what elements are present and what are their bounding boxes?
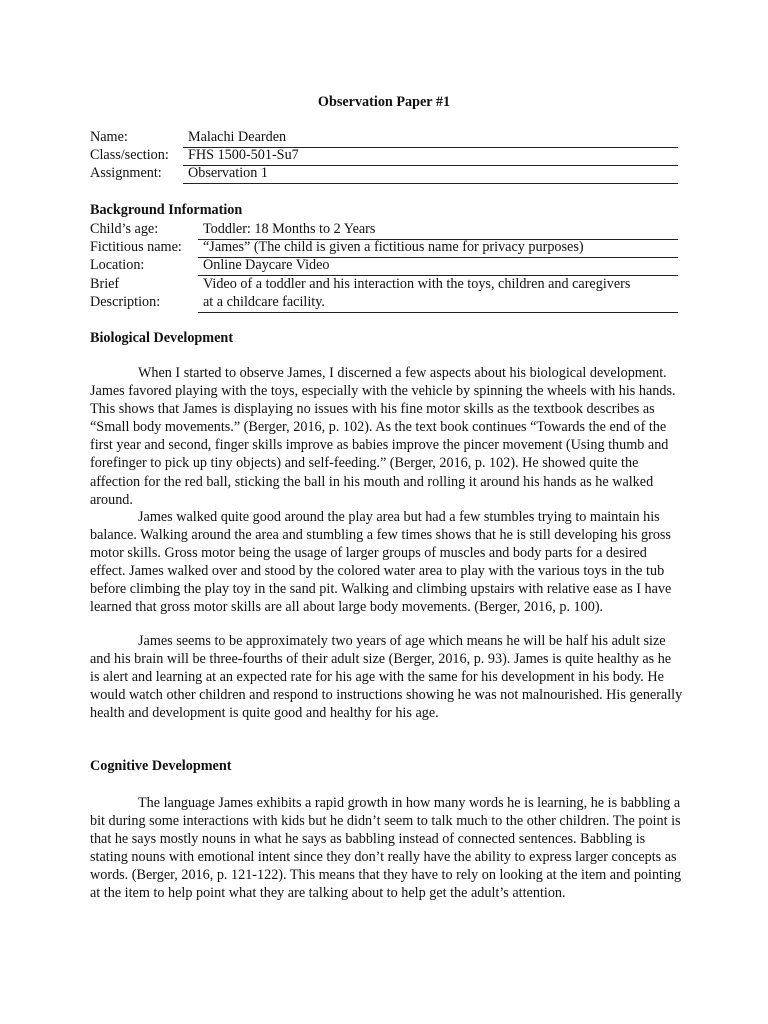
biological-heading: Biological Development xyxy=(90,330,234,346)
field-class-row xyxy=(0,146,768,164)
field-value-brief-1: Video of a toddler and his interaction with the toys, children and caregivers xyxy=(203,276,631,292)
page-title: Observation Paper #1 xyxy=(317,94,451,110)
field-age-row xyxy=(0,220,768,238)
biological-paragraph-2: James walked quite good around the play area but had a few stumbles trying to maintain his balance. Walking around the area and stumbling a few times shows that he is still developing his gross motor skills. Gross motor being the usage of larger groups of muscles and body parts for a desired effect. James walked over and stood by the colored water area to play with the various toys in the tub before climbing the play toy in the sand pit. Walking and climbing upstairs with relative ease as I have learned that gross motor skills are all about large body movements. (Berger, 2016, p. 100). xyxy=(90,509,672,616)
field-value-fictitious: “James” (The child is given a fictitious name for privacy purposes) xyxy=(203,239,584,255)
field-value-name: Malachi Dearden xyxy=(188,129,287,145)
field-name-row xyxy=(0,128,768,146)
field-assignment-row xyxy=(0,164,768,182)
field-brief-row-2 xyxy=(0,293,768,311)
field-value-brief-2: at a childcare facility. xyxy=(203,294,325,310)
field-location-row xyxy=(0,256,768,274)
field-label: Name: xyxy=(90,129,128,145)
field-label: Assignment: xyxy=(90,165,162,181)
biological-paragraph-3: James seems to be approximately two years of age which means he will be half his adult size and his brain will be three-fourths of their adult size (Berger, 2016, p. 93). James is quite healthy as he is alert and learning at an expected rate for his age with the same for his development in his body. He would watch other children and respond to instructions showing he was not malnourished. His generally health and development is quite good and healthy for his age. xyxy=(90,633,683,722)
biological-paragraph-1: When I started to observe James, I discerned a few aspects about his biological development. James favored playing with the toys, especially with the vehicle by spinning the wheels with his hands. This shows that James is displaying no issues with his fine motor skills as the textbook describes as “Small body movements.” (Berger, 2016, p. 102). As the text book continues “Towards the end of the first year and second, finger skills improve as babies improve the pincer movement (Using thumb and forefinger to pick up tiny objects) and self-feeding.” (Berger, 2016, p. 102). He showed quite the affection for the red ball, sticking the ball in his mouth and rolling it around his hands as he walked around. xyxy=(90,365,676,508)
field-value-assignment: Observation 1 xyxy=(188,165,268,181)
field-fictitious-row xyxy=(0,238,768,256)
field-label: Brief xyxy=(90,276,120,292)
field-value-location: Online Daycare Video xyxy=(203,257,330,273)
background-heading: Background Information xyxy=(90,202,243,218)
field-label: Child’s age: xyxy=(90,221,159,237)
field-label: Fictitious name: xyxy=(90,239,182,255)
cognitive-heading: Cognitive Development xyxy=(90,758,232,774)
field-brief-row-1 xyxy=(0,275,768,293)
cognitive-paragraph-1: The language James exhibits a rapid growth in how many words he is learning, he is babbling a bit during some interactions with kids but he didn’t seem to talk much to the other children. The point is that he says mostly nouns in what he says as babbling instead of connected sentences. Babbling is stating nouns with emotional intent since they don’t really have the ability to express larger concepts as words. (Berger, 2016, p. 121-122). This means that they have to rely on looking at the item and pointing at the item to help point what they are talking about to help get the adult’s attention. xyxy=(90,795,682,902)
field-label: Description: xyxy=(90,294,161,310)
field-underline xyxy=(183,183,678,184)
field-underline xyxy=(198,312,678,313)
field-value-age: Toddler: 18 Months to 2 Years xyxy=(203,221,376,237)
field-label: Class/section: xyxy=(90,147,169,163)
field-value-class: FHS 1500-501-Su7 xyxy=(188,147,299,163)
field-label: Location: xyxy=(90,257,145,273)
